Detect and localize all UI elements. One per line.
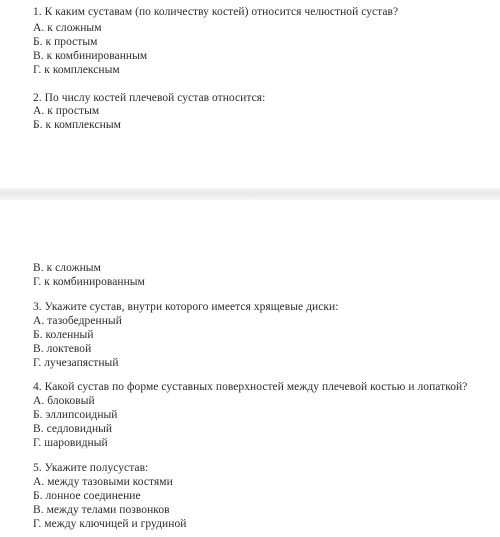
- question-1-option-b: Б. к простым: [33, 36, 98, 48]
- question-3-option-b: Б. коленный: [33, 329, 94, 341]
- question-2-option-c: В. к сложным: [33, 262, 101, 274]
- question-2-text: 2. По числу костей плечевой сустав относится:: [33, 92, 266, 104]
- question-4-option-c: В. седловидный: [33, 423, 113, 435]
- question-2-option-b: Б. к комплексным: [33, 119, 121, 131]
- question-5-text: 5. Укажите полусустав:: [33, 462, 149, 474]
- question-1-text: 1. К каким суставам (по количеству костей) относится челюстной сустав?: [33, 6, 399, 18]
- question-3-option-a: А. тазобедренный: [33, 315, 122, 327]
- question-5-option-a: А. между тазовыми костями: [33, 476, 173, 488]
- question-4-option-b: Б. эллипсоидный: [33, 409, 118, 421]
- question-4-text: 4. Какой сустав по форме суставных поверхностей между плечевой костью и лопаткой?: [33, 381, 468, 393]
- document-page-1: [0, 0, 500, 188]
- question-1-option-a: А. к сложным: [33, 22, 102, 34]
- question-4-option-d: Г. шаровидный: [33, 437, 108, 449]
- question-1-option-c: В. к комбинированным: [33, 50, 148, 62]
- question-4-option-a: А. блоковый: [33, 395, 95, 407]
- question-1-option-d: Г. к комплексным: [33, 64, 120, 76]
- question-3-text: 3. Укажите сустав, внутри которого имеется хрящевые диски:: [33, 301, 339, 313]
- question-5-option-d: Г. между ключицей и грудиной: [33, 518, 187, 530]
- question-2-option-d: Г. к комбинированным: [33, 276, 145, 288]
- question-3-option-d: Г. лучезапястный: [33, 357, 119, 369]
- question-3-option-c: В. локтевой: [33, 343, 92, 355]
- document-page-2: [0, 200, 500, 537]
- page-break: [0, 188, 500, 200]
- question-5-option-b: Б. лонное соединение: [33, 490, 141, 502]
- question-5-option-c: В. между телами позвонков: [33, 504, 170, 516]
- question-2-option-a: А. к простым: [33, 105, 100, 117]
